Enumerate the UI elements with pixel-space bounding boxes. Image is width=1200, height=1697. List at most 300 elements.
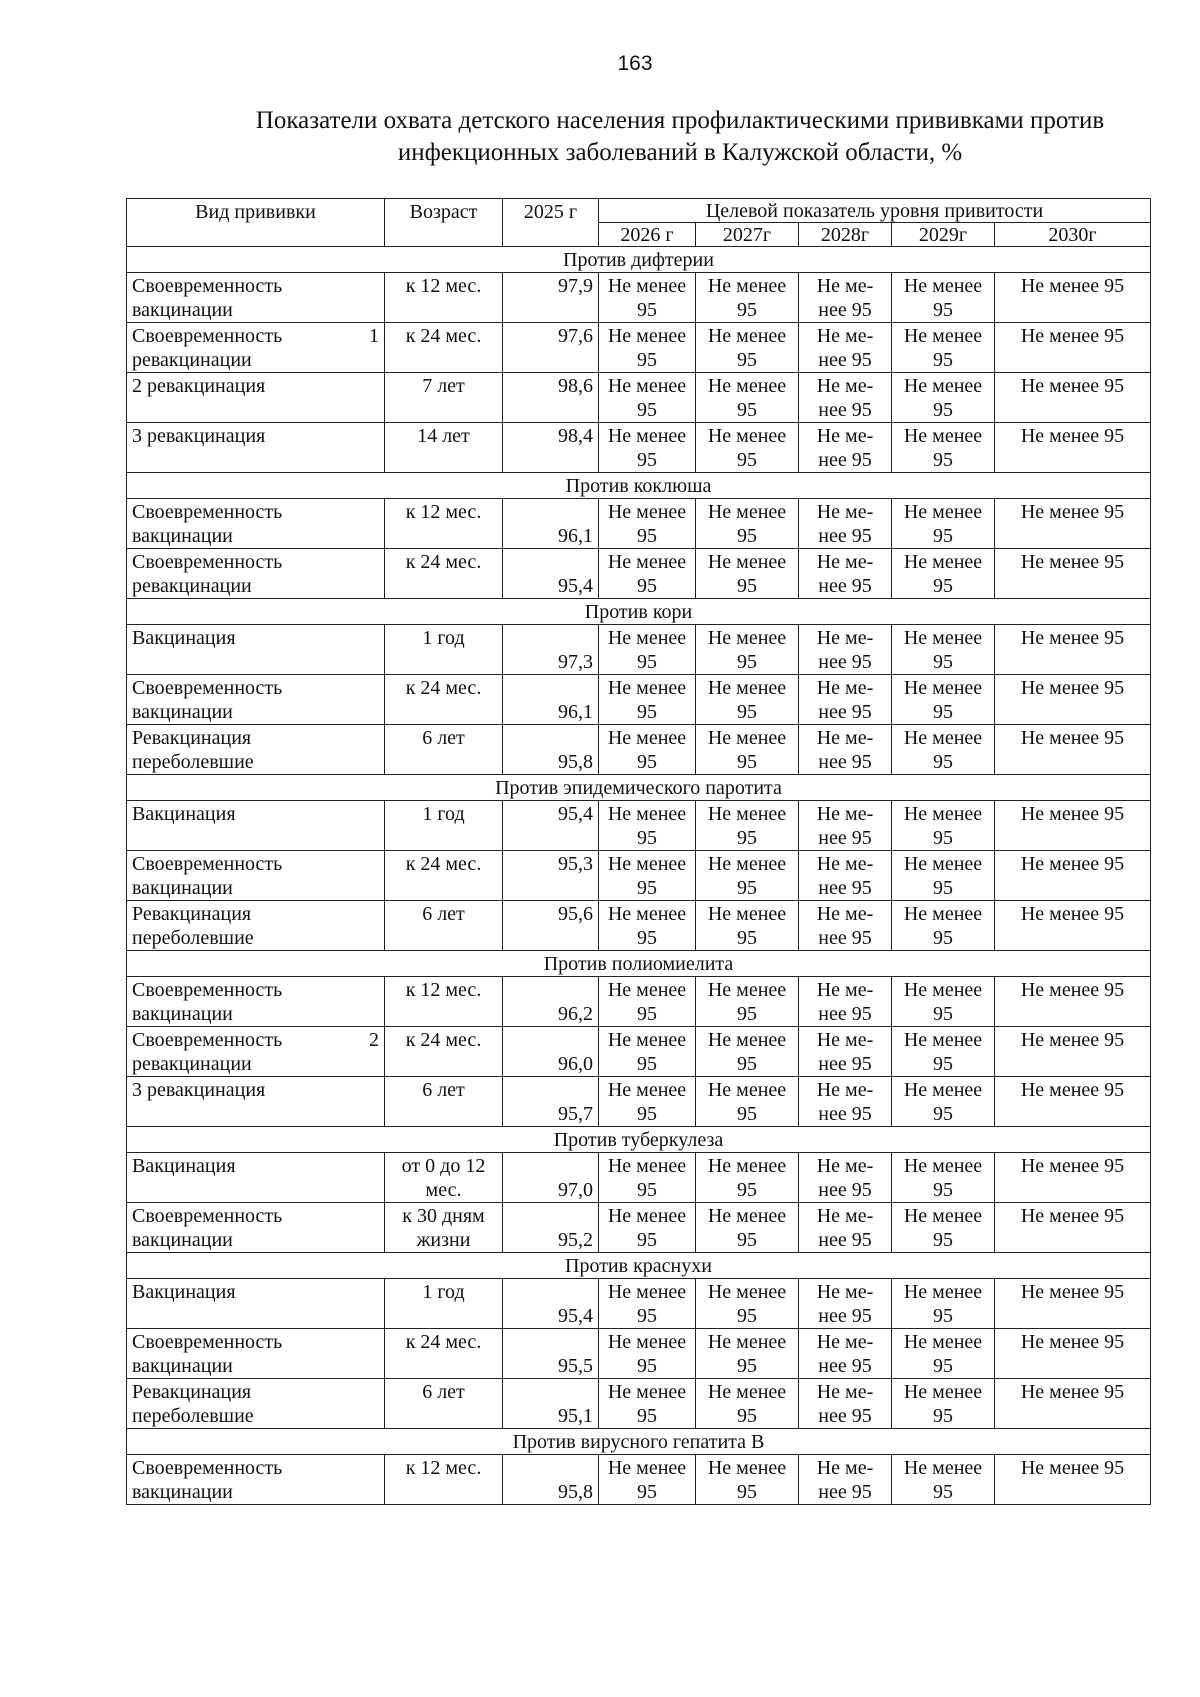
target-2027-line-1: Не менее xyxy=(707,1457,787,1479)
target-2028-line-1: Не ме- xyxy=(816,325,874,347)
target-2028-line-2: нее 95 xyxy=(818,449,872,471)
target-2026 xyxy=(599,1027,696,1077)
vaccination-type-line-2: переболевшие xyxy=(132,927,254,949)
target-2028 xyxy=(799,273,892,323)
table-row xyxy=(127,1379,1151,1429)
target-2029-line-2: 95 xyxy=(933,575,953,597)
target-2027-line-2: 95 xyxy=(737,1229,757,1251)
target-2026-line-1: Не менее xyxy=(607,501,687,523)
vaccination-type-text: 2 ревакцинация xyxy=(132,375,266,397)
target-2030: Не менее 95 xyxy=(995,373,1151,423)
target-2030: Не менее 95 xyxy=(995,801,1151,851)
target-2027 xyxy=(696,373,799,423)
table-row xyxy=(127,1077,1151,1127)
age-cell xyxy=(385,725,503,775)
target-2028 xyxy=(799,1153,892,1203)
age-cell xyxy=(385,1027,503,1077)
age-text-2: жизни xyxy=(416,1229,471,1251)
vaccination-type-cell xyxy=(127,851,385,901)
target-2028-line-2: нее 95 xyxy=(818,1003,872,1025)
value-2025: 98,6 xyxy=(503,373,599,423)
target-2027-line-2: 95 xyxy=(737,525,757,547)
target-2028 xyxy=(799,1379,892,1429)
target-2029-line-2: 95 xyxy=(933,651,953,673)
target-2028 xyxy=(799,725,892,775)
target-2028 xyxy=(799,851,892,901)
target-2029-line-2: 95 xyxy=(933,1355,953,1377)
target-2029 xyxy=(892,323,995,373)
section-row xyxy=(127,1429,1151,1455)
age-cell xyxy=(385,675,503,725)
vaccination-number: 1 xyxy=(369,325,379,347)
vaccination-type-text: Своевременность xyxy=(132,1457,283,1479)
vaccination-type-line-1 xyxy=(132,550,379,574)
target-2026-line-2: 95 xyxy=(637,927,657,949)
age-text: к 24 мес. xyxy=(405,853,482,875)
age-text: 14 лет xyxy=(417,425,470,447)
age-text: к 12 мес. xyxy=(405,1457,482,1479)
target-2029 xyxy=(892,1329,995,1379)
target-2029-line-2: 95 xyxy=(933,1481,953,1503)
target-2028 xyxy=(799,801,892,851)
vaccination-type-text: Вакцинация xyxy=(132,1281,236,1303)
target-2026-line-1: Не менее xyxy=(607,903,687,925)
target-2029 xyxy=(892,1203,995,1253)
target-2026 xyxy=(599,801,696,851)
target-2027-line-1: Не менее xyxy=(707,677,787,699)
target-2027-line-2: 95 xyxy=(737,1355,757,1377)
target-2027 xyxy=(696,1203,799,1253)
target-2029-line-2: 95 xyxy=(933,1305,953,1327)
target-2028-line-2: нее 95 xyxy=(818,1405,872,1427)
age-cell xyxy=(385,1379,503,1429)
target-2029-line-1: Не менее xyxy=(903,501,983,523)
target-2030: Не менее 95 xyxy=(995,1203,1151,1253)
value-2025: 95,5 xyxy=(503,1329,599,1379)
target-2026 xyxy=(599,1455,696,1505)
title-line-1: Показатели охвата детского населения профилактическими прививками против xyxy=(255,107,1105,134)
table-row xyxy=(127,549,1151,599)
target-2028 xyxy=(799,1027,892,1077)
age-cell xyxy=(385,1153,503,1203)
target-2028-line-2: нее 95 xyxy=(818,1103,872,1125)
target-2028-line-1: Не ме- xyxy=(816,375,874,397)
target-2028-line-1: Не ме- xyxy=(816,1457,874,1479)
target-2029-line-2: 95 xyxy=(933,525,953,547)
age-cell xyxy=(385,373,503,423)
target-2030: Не менее 95 xyxy=(995,851,1151,901)
target-2029-line-2: 95 xyxy=(933,701,953,723)
target-2026 xyxy=(599,675,696,725)
target-2026-line-1: Не менее xyxy=(607,803,687,825)
target-2027-line-1: Не менее xyxy=(707,1331,787,1353)
target-2028-line-1: Не ме- xyxy=(816,1381,874,1403)
target-2027-line-2: 95 xyxy=(737,827,757,849)
target-2029-line-2: 95 xyxy=(933,1229,953,1251)
value-2025: 97,9 xyxy=(503,273,599,323)
target-2030: Не менее 95 xyxy=(995,1077,1151,1127)
table-row xyxy=(127,625,1151,675)
section-title: Против кори xyxy=(127,599,1151,625)
target-2027 xyxy=(696,273,799,323)
table-row xyxy=(127,1153,1151,1203)
target-2026 xyxy=(599,625,696,675)
vaccination-type-cell xyxy=(127,1077,385,1127)
target-2030: Не менее 95 xyxy=(995,1329,1151,1379)
target-2027 xyxy=(696,725,799,775)
vaccination-type-line-1 xyxy=(132,1078,379,1102)
vaccination-type-text: Своевременность xyxy=(132,1029,283,1051)
target-2028 xyxy=(799,423,892,473)
target-2026-line-1: Не менее xyxy=(607,375,687,397)
vaccination-type-text: Вакцинация xyxy=(132,803,236,825)
value-2025: 95,8 xyxy=(503,1455,599,1505)
target-2028-line-1: Не ме- xyxy=(816,1331,874,1353)
header-year-2029: 2029г xyxy=(892,223,995,247)
target-2027-line-2: 95 xyxy=(737,1003,757,1025)
target-2026 xyxy=(599,423,696,473)
table-row xyxy=(127,801,1151,851)
target-2026 xyxy=(599,1077,696,1127)
target-2029 xyxy=(892,977,995,1027)
target-2028-line-1: Не ме- xyxy=(816,1205,874,1227)
target-2027-line-1: Не менее xyxy=(707,1079,787,1101)
vaccination-number: 2 xyxy=(369,1029,379,1051)
vaccination-type-text: Вакцинация xyxy=(132,1155,236,1177)
value-2025: 95,4 xyxy=(503,801,599,851)
target-2026-line-2: 95 xyxy=(637,399,657,421)
target-2027-line-1: Не менее xyxy=(707,425,787,447)
age-cell xyxy=(385,323,503,373)
vaccination-type-text: Своевременность xyxy=(132,979,283,1001)
vaccination-type-line-1 xyxy=(132,626,379,650)
document-title xyxy=(200,105,1160,169)
target-2027-line-1: Не менее xyxy=(707,979,787,1001)
age-text: к 24 мес. xyxy=(405,325,482,347)
target-2028-line-2: нее 95 xyxy=(818,1305,872,1327)
target-2027-line-2: 95 xyxy=(737,449,757,471)
target-2027-line-1: Не менее xyxy=(707,375,787,397)
target-2028-line-2: нее 95 xyxy=(818,651,872,673)
target-2029-line-1: Не менее xyxy=(903,979,983,1001)
target-2028-line-2: нее 95 xyxy=(818,877,872,899)
target-2026-line-1: Не менее xyxy=(607,1457,687,1479)
target-2028-line-1: Не ме- xyxy=(816,803,874,825)
target-2029 xyxy=(892,1077,995,1127)
age-text: 6 лет xyxy=(422,1079,465,1101)
target-2029 xyxy=(892,851,995,901)
age-cell xyxy=(385,549,503,599)
target-2029-line-1: Не менее xyxy=(903,551,983,573)
target-2026-line-1: Не менее xyxy=(607,1331,687,1353)
vaccination-type-text: Ревакцинация xyxy=(132,727,252,749)
target-2026 xyxy=(599,323,696,373)
target-2026-line-1: Не менее xyxy=(607,627,687,649)
target-2029 xyxy=(892,801,995,851)
target-2027-line-1: Не менее xyxy=(707,727,787,749)
section-title: Против полиомиелита xyxy=(127,951,1151,977)
value-2025: 95,7 xyxy=(503,1077,599,1127)
target-2029 xyxy=(892,1153,995,1203)
target-2030: Не менее 95 xyxy=(995,1279,1151,1329)
vaccination-type-text: Своевременность xyxy=(132,275,283,297)
target-2029-line-1: Не менее xyxy=(903,1205,983,1227)
target-2026-line-2: 95 xyxy=(637,1003,657,1025)
target-2029-line-1: Не менее xyxy=(903,1155,983,1177)
value-2025: 95,4 xyxy=(503,1279,599,1329)
target-2027-line-2: 95 xyxy=(737,1103,757,1125)
target-2028-line-2: нее 95 xyxy=(818,399,872,421)
target-2028-line-1: Не ме- xyxy=(816,275,874,297)
target-2027 xyxy=(696,1077,799,1127)
target-2027-line-1: Не менее xyxy=(707,903,787,925)
target-2026-line-1: Не менее xyxy=(607,677,687,699)
target-2026-line-2: 95 xyxy=(637,1053,657,1075)
target-2030: Не менее 95 xyxy=(995,273,1151,323)
vaccination-type-cell xyxy=(127,1203,385,1253)
age-cell xyxy=(385,1203,503,1253)
table-row xyxy=(127,499,1151,549)
target-2027-line-2: 95 xyxy=(737,1481,757,1503)
table-row xyxy=(127,725,1151,775)
vaccination-type-line-1 xyxy=(132,1154,379,1178)
vaccination-type-line-2: вакцинации xyxy=(132,525,233,547)
target-2028-line-1: Не ме- xyxy=(816,727,874,749)
table-row xyxy=(127,273,1151,323)
target-2026-line-1: Не менее xyxy=(607,853,687,875)
target-2027-line-1: Не менее xyxy=(707,325,787,347)
target-2028-line-1: Не ме- xyxy=(816,1155,874,1177)
target-2026-line-1: Не менее xyxy=(607,275,687,297)
age-cell xyxy=(385,977,503,1027)
vaccination-type-line-2: ревакцинации xyxy=(132,1053,252,1075)
target-2028 xyxy=(799,323,892,373)
target-2027-line-2: 95 xyxy=(737,575,757,597)
value-2025: 96,0 xyxy=(503,1027,599,1077)
vaccination-type-cell xyxy=(127,549,385,599)
target-2028-line-1: Не ме- xyxy=(816,1079,874,1101)
value-2025: 95,8 xyxy=(503,725,599,775)
target-2029-line-2: 95 xyxy=(933,827,953,849)
target-2026-line-2: 95 xyxy=(637,1481,657,1503)
target-2026 xyxy=(599,1379,696,1429)
target-2028-line-1: Не ме- xyxy=(816,903,874,925)
target-2029-line-2: 95 xyxy=(933,299,953,321)
target-2030: Не менее 95 xyxy=(995,1379,1151,1429)
age-text: к 30 дням xyxy=(402,1205,485,1227)
vaccination-type-line-2: ревакцинации xyxy=(132,349,252,371)
age-text: 7 лет xyxy=(422,375,465,397)
value-2025: 97,6 xyxy=(503,323,599,373)
vaccination-type-text: Своевременность xyxy=(132,1205,283,1227)
target-2029 xyxy=(892,625,995,675)
age-text: к 12 мес. xyxy=(405,979,482,1001)
target-2029-line-1: Не менее xyxy=(903,425,983,447)
target-2028-line-2: нее 95 xyxy=(818,827,872,849)
target-2028-line-2: нее 95 xyxy=(818,575,872,597)
target-2030: Не менее 95 xyxy=(995,499,1151,549)
target-2026 xyxy=(599,901,696,951)
target-2029-line-1: Не менее xyxy=(903,1029,983,1051)
age-text: 1 год xyxy=(422,627,465,649)
target-2029 xyxy=(892,273,995,323)
table-row xyxy=(127,1329,1151,1379)
age-text: 6 лет xyxy=(422,1381,465,1403)
vaccination-type-cell xyxy=(127,273,385,323)
section-row xyxy=(127,247,1151,273)
age-text: к 12 мес. xyxy=(405,275,482,297)
vaccination-type-cell xyxy=(127,423,385,473)
section-row xyxy=(127,775,1151,801)
age-cell xyxy=(385,851,503,901)
vaccination-type-text: Ревакцинация xyxy=(132,1381,252,1403)
target-2029-line-1: Не менее xyxy=(903,627,983,649)
target-2029 xyxy=(892,499,995,549)
vaccination-type-line-2: переболевшие xyxy=(132,751,254,773)
target-2028-line-2: нее 95 xyxy=(818,299,872,321)
target-2026-line-2: 95 xyxy=(637,575,657,597)
target-2028-line-2: нее 95 xyxy=(818,1355,872,1377)
target-2026-line-2: 95 xyxy=(637,449,657,471)
vaccination-type-cell xyxy=(127,1279,385,1329)
target-2027 xyxy=(696,323,799,373)
age-text-2: мес. xyxy=(425,1179,462,1201)
age-cell xyxy=(385,1077,503,1127)
target-2029-line-2: 95 xyxy=(933,927,953,949)
target-2028-line-1: Не ме- xyxy=(816,425,874,447)
target-2028-line-2: нее 95 xyxy=(818,751,872,773)
target-2029-line-2: 95 xyxy=(933,1103,953,1125)
vaccination-type-line-1 xyxy=(132,324,379,348)
value-2025: 96,1 xyxy=(503,675,599,725)
vaccination-type-cell xyxy=(127,977,385,1027)
age-cell xyxy=(385,1279,503,1329)
target-2030: Не менее 95 xyxy=(995,901,1151,951)
target-2027-line-1: Не менее xyxy=(707,551,787,573)
target-2028 xyxy=(799,977,892,1027)
target-2026-line-1: Не менее xyxy=(607,1205,687,1227)
table-row xyxy=(127,423,1151,473)
target-2029-line-1: Не менее xyxy=(903,903,983,925)
target-2026-line-2: 95 xyxy=(637,877,657,899)
vaccination-type-line-1 xyxy=(132,424,379,448)
target-2030: Не менее 95 xyxy=(995,675,1151,725)
target-2027-line-2: 95 xyxy=(737,651,757,673)
value-2025: 95,2 xyxy=(503,1203,599,1253)
age-cell xyxy=(385,625,503,675)
header-vid: Вид прививки xyxy=(127,199,385,247)
target-2027-line-1: Не менее xyxy=(707,1029,787,1051)
target-2026-line-2: 95 xyxy=(637,1305,657,1327)
target-2027 xyxy=(696,977,799,1027)
age-cell xyxy=(385,423,503,473)
target-2028-line-2: нее 95 xyxy=(818,1053,872,1075)
target-2027-line-1: Не менее xyxy=(707,803,787,825)
vaccination-type-line-1 xyxy=(132,1456,379,1480)
target-2028-line-2: нее 95 xyxy=(818,701,872,723)
target-2029 xyxy=(892,1279,995,1329)
vaccination-type-text: Вакцинация xyxy=(132,627,236,649)
target-2027-line-1: Не менее xyxy=(707,1155,787,1177)
vaccination-type-cell xyxy=(127,901,385,951)
value-2025: 96,1 xyxy=(503,499,599,549)
section-title: Против коклюша xyxy=(127,473,1151,499)
target-2027-line-2: 95 xyxy=(737,1405,757,1427)
age-cell xyxy=(385,273,503,323)
target-2027-line-2: 95 xyxy=(737,1179,757,1201)
target-2028-line-1: Не ме- xyxy=(816,1281,874,1303)
target-2026-line-2: 95 xyxy=(637,1103,657,1125)
target-2030: Не менее 95 xyxy=(995,423,1151,473)
target-2029-line-2: 95 xyxy=(933,1405,953,1427)
target-2027 xyxy=(696,801,799,851)
target-2030: Не менее 95 xyxy=(995,549,1151,599)
target-2028-line-1: Не ме- xyxy=(816,551,874,573)
vaccination-type-cell xyxy=(127,725,385,775)
target-2027 xyxy=(696,1153,799,1203)
table-row xyxy=(127,373,1151,423)
target-2027 xyxy=(696,423,799,473)
target-2028 xyxy=(799,549,892,599)
target-2030: Не менее 95 xyxy=(995,1153,1151,1203)
vaccination-type-text: 3 ревакцинация xyxy=(132,425,266,447)
table-row xyxy=(127,901,1151,951)
target-2026-line-2: 95 xyxy=(637,1179,657,1201)
age-text: 1 год xyxy=(422,803,465,825)
target-2029-line-2: 95 xyxy=(933,349,953,371)
target-2028-line-2: нее 95 xyxy=(818,349,872,371)
target-2027 xyxy=(696,625,799,675)
target-2029 xyxy=(892,1455,995,1505)
header-row-1 xyxy=(127,199,1151,223)
vaccination-type-line-2: вакцинации xyxy=(132,1229,233,1251)
target-2026 xyxy=(599,373,696,423)
age-text: к 24 мес. xyxy=(405,677,482,699)
vaccination-type-cell xyxy=(127,1153,385,1203)
target-2028-line-1: Не ме- xyxy=(816,677,874,699)
target-2029-line-1: Не менее xyxy=(903,803,983,825)
header-year-2027: 2027г xyxy=(696,223,799,247)
target-2026 xyxy=(599,977,696,1027)
vaccination-type-text: Своевременность xyxy=(132,677,283,699)
target-2029-line-2: 95 xyxy=(933,751,953,773)
section-title: Против дифтерии xyxy=(127,247,1151,273)
target-2028-line-1: Не ме- xyxy=(816,501,874,523)
target-2026-line-2: 95 xyxy=(637,1229,657,1251)
age-cell xyxy=(385,901,503,951)
target-2028-line-2: нее 95 xyxy=(818,927,872,949)
value-2025: 95,3 xyxy=(503,851,599,901)
vaccination-type-line-2: ревакцинации xyxy=(132,575,252,597)
target-2028-line-2: нее 95 xyxy=(818,1481,872,1503)
target-2030: Не менее 95 xyxy=(995,1027,1151,1077)
target-2029-line-1: Не менее xyxy=(903,1281,983,1303)
target-2029 xyxy=(892,549,995,599)
target-2030: Не менее 95 xyxy=(995,1455,1151,1505)
target-2028 xyxy=(799,1455,892,1505)
vaccination-type-line-2: вакцинации xyxy=(132,1003,233,1025)
age-text: 1 год xyxy=(422,1281,465,1303)
target-2027-line-1: Не менее xyxy=(707,853,787,875)
vaccination-type-line-1 xyxy=(132,1280,379,1304)
target-2027-line-2: 95 xyxy=(737,701,757,723)
target-2029-line-1: Не менее xyxy=(903,375,983,397)
target-2027 xyxy=(696,1027,799,1077)
target-2029-line-2: 95 xyxy=(933,1053,953,1075)
vaccination-type-line-1 xyxy=(132,1204,379,1228)
vaccination-coverage-table xyxy=(126,198,1151,1505)
vaccination-type-cell xyxy=(127,1027,385,1077)
